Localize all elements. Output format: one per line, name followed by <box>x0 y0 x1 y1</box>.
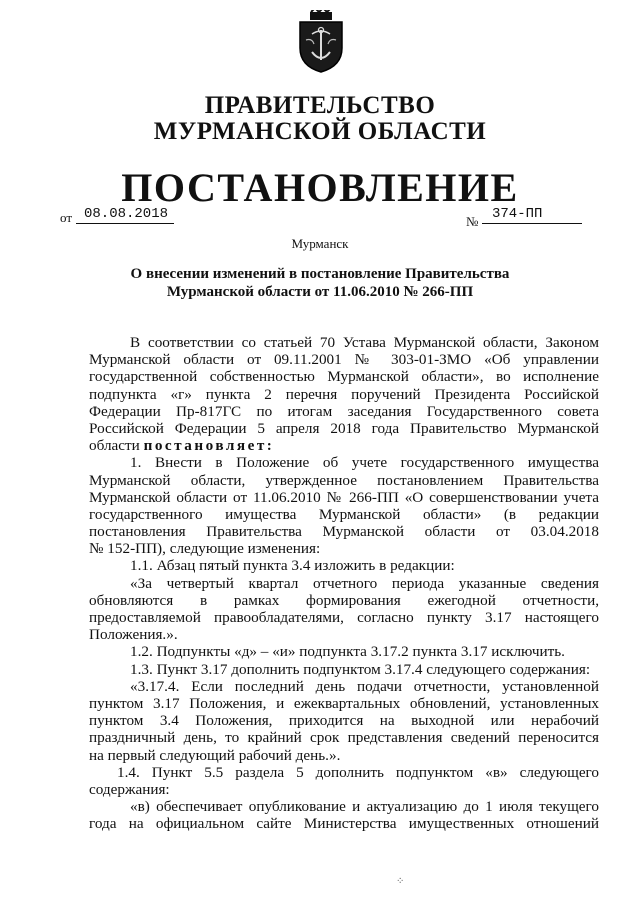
document-date: 08.08.2018 <box>76 205 174 224</box>
body-line: 1.3. Пункт 3.17 дополнить подпунктом 3.17.4 следующего содержания: <box>130 660 591 678</box>
body-line: В соответствии со статьей 70 Устава Мурманской области, Законом <box>130 334 599 351</box>
body-line: 1. Внести в Положение об учете государственного имущества <box>130 454 599 472</box>
body-line: «За четвертый квартал отчетного периода указанные сведения <box>130 574 599 592</box>
body-line: № 152-ПП), следующие изменения: <box>89 540 321 558</box>
body-line: Мурманской области от 09.11.2001 № 303-01-ЗМО «Об управлении <box>89 351 599 369</box>
organization-title-line2: МУРМАНСКОЙ ОБЛАСТИ <box>153 118 487 145</box>
body-line: предоставляемой правообладателями, согласно пункту 3.17 настоящего <box>89 609 599 626</box>
body-line: Мурманской области от 11.06.2010 № 266-ПП «О совершенствовании учета <box>89 488 599 506</box>
number-label: № <box>466 214 479 229</box>
city-name: Мурманск <box>291 236 349 251</box>
body-line: Положения.». <box>89 626 178 644</box>
body-line: 1.2. Подпункты «д» – «и» подпункта 3.17.2 пункта 3.17 исключить. <box>130 643 565 661</box>
coat-of-arms-emblem-icon <box>292 10 350 74</box>
date-label: от <box>60 210 73 225</box>
body-line: 1.4. Пункт 5.5 раздела 5 дополнить подпунктом «в» следующего <box>117 763 599 781</box>
body-line: постановления Правительства Мурманской области от 03.04.2018 <box>89 523 599 541</box>
document-type-title: ПОСТАНОВЛЕНИЕ <box>121 165 519 210</box>
body-line: Мурманской области, утвержденное постановлением Правительства <box>89 471 599 489</box>
body-line-decree <box>89 437 599 454</box>
body-line-start: области <box>89 437 140 455</box>
scan-speck: ⁘ <box>396 876 405 887</box>
body-line: обновляются в рамках формирования ежегодной отчетности, <box>89 591 599 609</box>
document-body <box>89 334 599 832</box>
body-line: «в) обеспечивает опубликование и актуализацию до 1 июля текущего <box>130 798 599 816</box>
organization-title-line1: ПРАВИТЕЛЬСТВО <box>204 92 436 119</box>
body-line: года на официальном сайте Министерства имущественных отношений <box>89 815 599 833</box>
document-number: 374-ПП <box>482 205 582 224</box>
subject-line2: Мурманской области от 11.06.2010 № 266-ПП <box>166 284 474 300</box>
body-line: пунктом 3.17 Положения, и ежеквартальных обновлений, установленных <box>89 694 599 712</box>
body-line: на первый следующий рабочий день.». <box>89 746 341 764</box>
body-line: содержания: <box>89 780 170 798</box>
body-line: «3.17.4. Если последний день подачи отчетности, установленной <box>130 677 599 695</box>
body-line: Российской Федерации 5 апреля 2018 года Правительство Мурманской <box>89 419 599 437</box>
body-line: Федерации Пр-817ГС по итогам заседания Государственного совета <box>89 402 599 420</box>
body-line: государственного имущества Мурманской области» (в редакции <box>89 505 599 523</box>
subject-line1: О внесении изменений в постановление Правительства <box>130 266 510 282</box>
body-line: праздничный день, то крайний срок представления сведений переносится <box>89 729 599 747</box>
body-line: пунктом 3.4 Положения, приходится на выходной или нерабочий <box>89 712 599 730</box>
decree-word: постановляет: <box>143 437 275 455</box>
body-line: подпункта «г» пункта 2 перечня поручений Президента Российской <box>89 385 599 403</box>
body-line: государственной собственностью Мурманской области», во исполнение <box>89 368 599 386</box>
body-line: 1.1. Абзац пятый пункта 3.4 изложить в редакции: <box>130 557 455 575</box>
